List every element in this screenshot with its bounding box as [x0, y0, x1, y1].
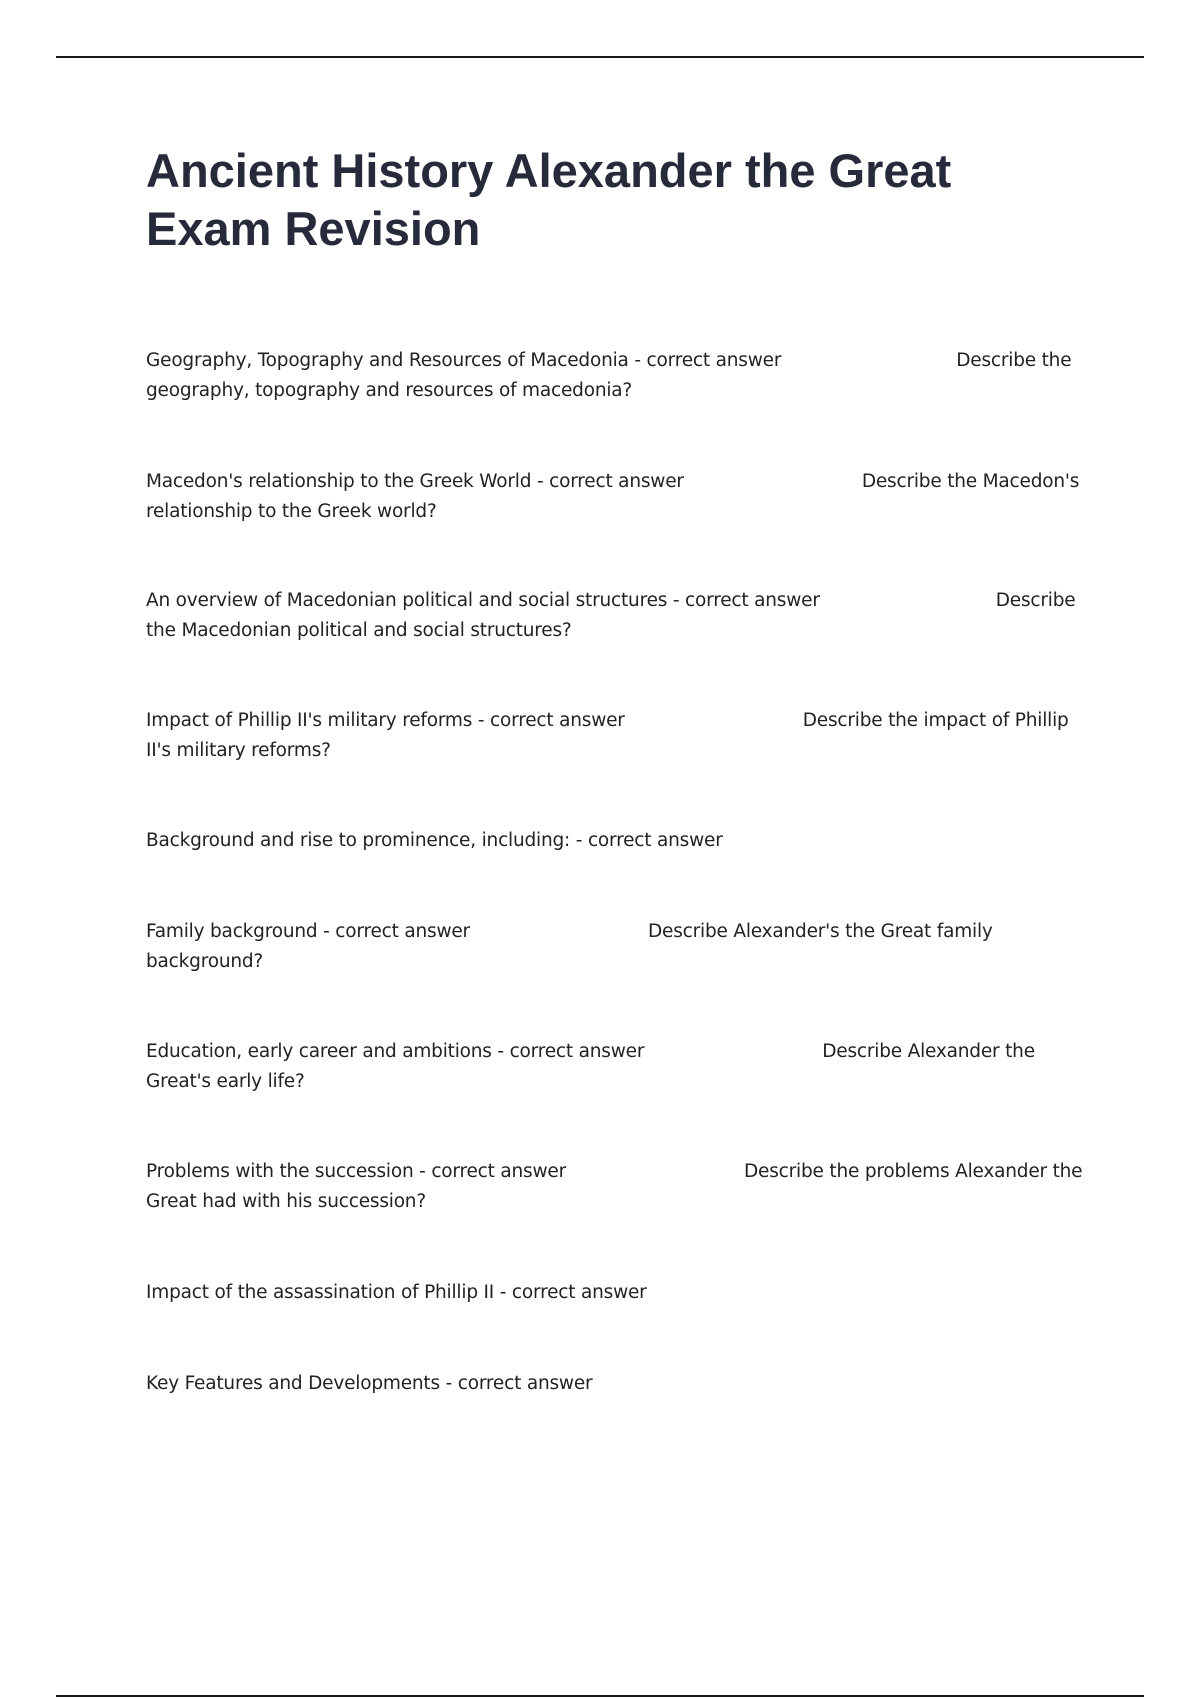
card-definition: Describe the Macedonian political and social structures? [146, 590, 1076, 641]
card [146, 826, 1086, 856]
card-definition: Describe Alexander the Great's early life? [146, 1041, 1035, 1092]
card-answer-label: correct answer [509, 1041, 645, 1062]
card-answer-label: correct answer [685, 590, 820, 611]
top-rule [56, 56, 1144, 58]
card-separator: - [628, 350, 647, 371]
card-separator: - [667, 590, 686, 611]
card-answer-label: correct answer [587, 830, 723, 851]
card-answer-label: correct answer [457, 1373, 593, 1394]
card-separator: - [531, 471, 550, 492]
card [146, 1037, 1086, 1097]
card-answer-label: correct answer [490, 710, 625, 731]
card [146, 586, 1086, 646]
card-definition: Describe the Macedon's relationship to the Greek world? [146, 471, 1080, 522]
card [146, 1278, 1086, 1308]
card-term: Impact of Phillip II's military reforms [146, 710, 473, 731]
card-term: Problems with the succession [146, 1161, 414, 1182]
card [146, 346, 1086, 406]
card-term: Macedon's relationship to the Greek World [146, 471, 532, 492]
card-separator: - [439, 1373, 458, 1394]
card-separator: - [413, 1161, 432, 1182]
card-definition: Describe the impact of Phillip II's military reforms? [146, 710, 1069, 761]
card-definition: Describe the problems Alexander the Great had with his succession? [146, 1161, 1083, 1212]
document-title: Ancient History Alexander the Great Exam Revision [146, 144, 952, 255]
card-term: Key Features and Developments [146, 1373, 440, 1394]
card-separator: - [472, 710, 491, 731]
card-term: Family background [146, 921, 318, 942]
card-answer-label: correct answer [646, 350, 782, 371]
card-term: An overview of Macedonian political and social structures [146, 590, 668, 611]
card [146, 706, 1086, 766]
card [146, 1369, 1086, 1399]
card-separator: - [570, 830, 588, 851]
card-separator: - [491, 1041, 510, 1062]
card [146, 467, 1086, 527]
card-answer-label: correct answer [549, 471, 684, 492]
card-definition: Describe Alexander's the Great family background? [146, 921, 993, 972]
card-separator: - [494, 1282, 512, 1303]
card-term: Education, early career and ambitions [146, 1041, 492, 1062]
card [146, 1157, 1086, 1217]
card-answer-label: correct answer [511, 1282, 647, 1303]
card-term: Background and rise to prominence, including: [146, 830, 571, 851]
card-answer-label: correct answer [335, 921, 470, 942]
bottom-rule [56, 1695, 1144, 1697]
card-answer-label: correct answer [431, 1161, 567, 1182]
card-term: Geography, Topography and Resources of Macedonia [146, 350, 629, 371]
card [146, 917, 1086, 977]
card-term: Impact of the assassination of Phillip II [146, 1282, 495, 1303]
card-definition: Describe the geography, topography and resources of macedonia? [146, 350, 1072, 401]
card-separator: - [317, 921, 336, 942]
